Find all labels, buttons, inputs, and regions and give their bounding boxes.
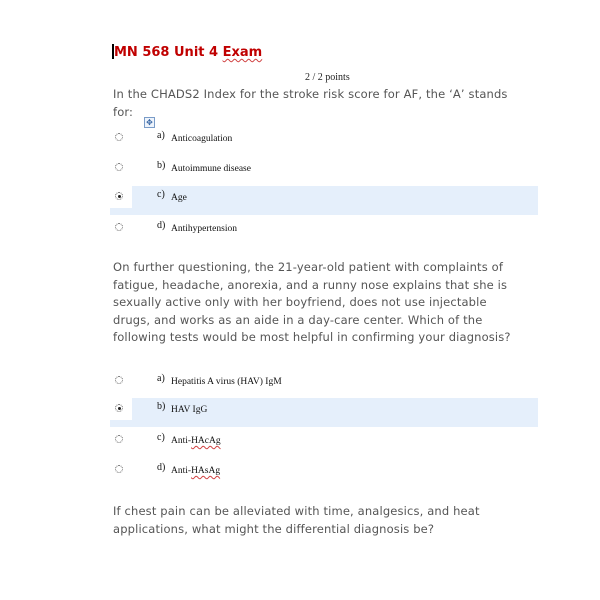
q2-option-b-selected[interactable] [110, 398, 538, 427]
option-letter: a) [157, 373, 165, 384]
radio-button-checked[interactable] [115, 404, 123, 412]
q1-option-b[interactable] [110, 157, 538, 186]
radio-button[interactable] [115, 223, 123, 231]
q1-option-c-selected[interactable] [110, 186, 538, 215]
option-letter: a) [157, 130, 165, 141]
option-letter: d) [157, 220, 166, 231]
question-3-text: If chest pain can be alleviated with time, analgesics, and heat applications, what might the differential diagnosis be? [113, 504, 480, 536]
radio-button[interactable] [115, 133, 123, 141]
option-label: Autoimmune disease [171, 164, 251, 174]
exam-title: MN 568 Unit 4 Exam [114, 45, 263, 60]
q1-option-d[interactable] [110, 217, 538, 246]
option-letter: b) [157, 160, 166, 171]
q2-option-c[interactable] [110, 429, 538, 458]
radio-button[interactable] [115, 376, 123, 384]
spellcheck-word: HAsAg [191, 466, 221, 476]
option-label: Hepatitis A virus (HAV) IgM [171, 377, 282, 387]
spellcheck-word: Exam [222, 45, 263, 60]
option-label: Anti-HAcAg [171, 436, 221, 446]
option-letter: c) [157, 189, 165, 200]
radio-button[interactable] [115, 435, 123, 443]
option-label: HAV IgG [171, 405, 208, 415]
option-label: Anticoagulation [171, 134, 233, 144]
radio-button[interactable] [115, 163, 123, 171]
option-letter: d) [157, 462, 166, 473]
table-move-handle-icon[interactable]: ✥ [144, 117, 155, 128]
spellcheck-word: HAcAg [191, 436, 221, 446]
option-label: Antihypertension [171, 224, 237, 234]
radio-button[interactable] [115, 465, 123, 473]
q2-option-a[interactable] [110, 370, 538, 399]
option-letter: b) [157, 401, 166, 412]
option-label: Age [171, 193, 187, 203]
q1-option-a[interactable] [110, 127, 538, 156]
option-letter: c) [157, 432, 165, 443]
radio-button-checked[interactable] [115, 192, 123, 200]
q2-option-d[interactable] [110, 459, 538, 488]
question-1-text: In the CHADS2 Index for the stroke risk score for AF, the ‘A’ stands for: [113, 87, 508, 119]
question-2-text: On further questioning, the 21-year-old patient with complaints of fatigue, headache, anorexia, and a runny nose explains that she is sexually active only with her boyfriend, does not use injectable drugs, and works as an aide in a day-care center. Which of the following tests would be most helpful in confirming your diagnosis? [113, 260, 511, 344]
option-label: Anti-HAsAg [171, 466, 221, 476]
points-score: 2 / 2 points [305, 72, 350, 83]
